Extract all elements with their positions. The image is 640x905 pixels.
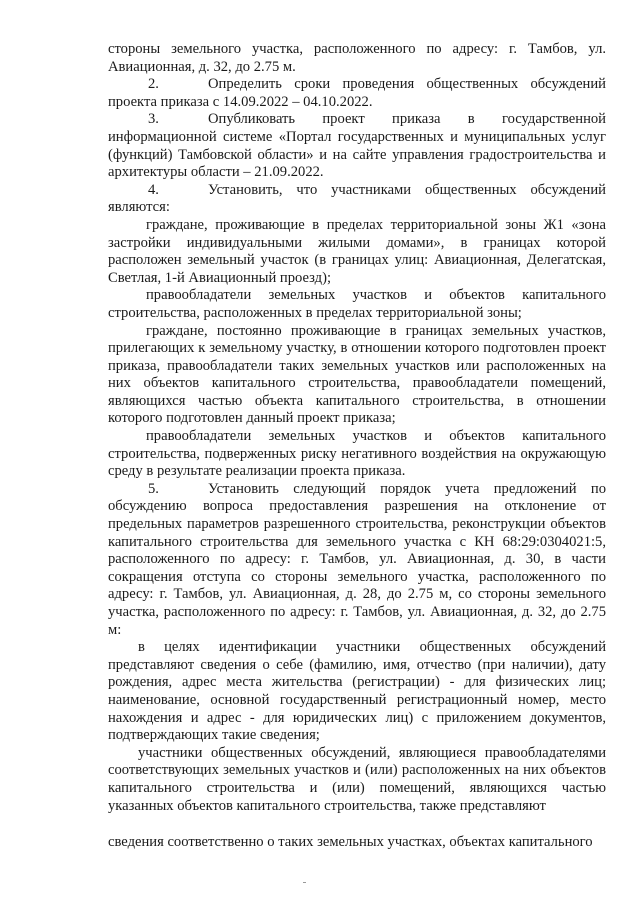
scan-speck: [303, 882, 306, 883]
paragraph-text: Установить следующий порядок учета предложений по обсуждению вопроса предоставления разрешения на отклонение от предельных параметров разрешенного строительства, реконструкции объектов капитального строительства для земельного участка с КН 68:29:0304021:5, расположенного по адресу: г. Тамбов, ул. Авиационная, д. 30, в части сокращения отступа со стороны земельного участка, расположенного по адресу: г. Тамбов, ул. Авиационная, д. 28, до 2.75 м, со стороны земельного участка, расположенного по адресу: г. Тамбов, ул. Авиационная, д. 32, до 2.75 м:: [108, 480, 606, 638]
document-body: [108, 41, 606, 815]
paragraph-text: Установить, что участниками общественных обсуждений являются:: [108, 181, 606, 216]
paragraph-item-4: [108, 182, 606, 217]
paragraph-participants-risk: правообладатели земельных участков и объектов капитального строительства, подверженных риску негативного воздействия на окружающую среду в результате реализации проекта приказа.: [108, 428, 606, 480]
item-number: 4.: [148, 181, 159, 198]
paragraph-participants-adjacent: граждане, постоянно проживающие в границах земельных участков, прилегающих к земельному участку, в отношении которого подготовлен проект приказа, правообладатели таких земельных участков или расположенных на них объектов капитального строительства, правообладатели помещений, являющихся частью объекта капитального строительства, в отношении которого подготовлен данный проект приказа;: [108, 322, 606, 427]
page-bottom-line: сведения соответственно о таких земельных участках, объектах капитального: [108, 834, 593, 850]
paragraph-participants-citizens: граждане, проживающие в пределах территориальной зоны Ж1 «зона застройки индивидуальными жилыми домами», в границах которой расположен земельный участок (в границах улиц: Авиационная, Делегатская, Светлая, 1-й Авиационный проезд);: [108, 216, 606, 286]
paragraph-continuation: стороны земельного участка, расположенного по адресу: г. Тамбов, ул. Авиационная, д. 32, до 2.75 м.: [108, 41, 606, 75]
paragraph-item-2: [108, 76, 606, 111]
paragraph-text: Определить сроки проведения общественных обсуждений проекта приказа с 14.09.2022 – 04.10.2022.: [108, 76, 606, 110]
paragraph-item-3: [108, 111, 606, 181]
paragraph-text: Опубликовать проект приказа в государственной информационной системе «Портал государственных и муниципальных услуг (функций) Тамбовской области» и на сайте управления градостроительства и архитектуры области – 21.09.2022.: [108, 111, 606, 181]
item-number: 3.: [148, 111, 159, 128]
item-number: 2.: [148, 76, 159, 93]
item-number: 5.: [148, 480, 159, 497]
paragraph-rights-holders: участники общественных обсуждений, являющиеся правообладателями соответствующих земельных участков и (или) расположенных на них объектов капитального строительства и (или) помещений, являющихся частью указанных объектов капитального строительства, также представляют: [108, 744, 606, 814]
paragraph-identification: в целях идентификации участники общественных обсуждений представляют сведения о себе (фамилию, имя, отчество (при наличии), дату рождения, адрес места жительства (регистрации) - для физических лиц; наименование, основной государственный регистрационный номер, место нахождения и адрес - для юридических лиц) с приложением документов, подтверждающих такие сведения;: [108, 639, 606, 744]
paragraph-participants-owners: правообладатели земельных участков и объектов капитального строительства, расположенных в пределах территориальной зоны;: [108, 287, 606, 321]
paragraph-item-5: [108, 481, 606, 639]
